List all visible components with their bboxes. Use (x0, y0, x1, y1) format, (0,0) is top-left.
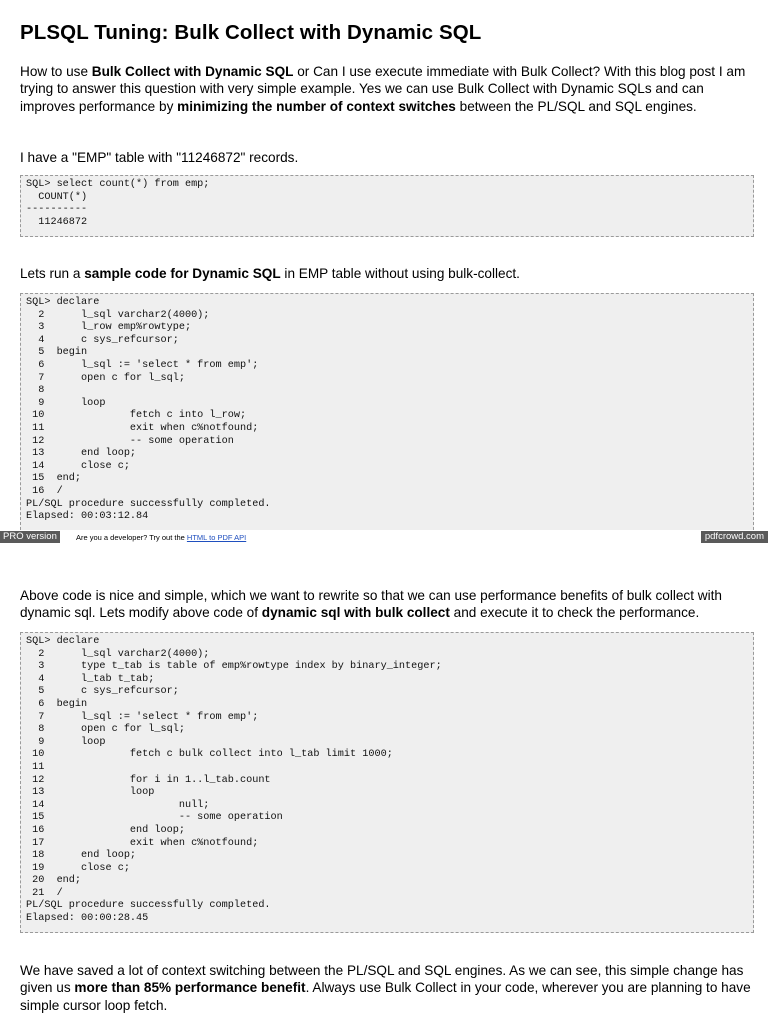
code-block-dynamic-sql: SQL> declare 2 l_sql varchar2(4000); 3 l_row emp%rowtype; 4 c sys_refcursor; 5 begin 6 l_sql := 'select * from emp'; 7 open c for l_sql; 8 9 loop 10 fetch c into l_row; 11 exit when c%notfound; 12 -- some operation 13 end loop; 14 close c; 15 end; 16 / PL/SQL procedure successfully completed. Elapsed: 00:03:12.84 (20, 293, 754, 530)
above-code-paragraph (20, 587, 754, 622)
page-title: PLSQL Tuning: Bulk Collect with Dynamic SQL (20, 21, 482, 44)
developer-note-text: Are you a developer? Try out the (76, 533, 187, 542)
intro-bold-2: minimizing the number of context switches (177, 98, 456, 114)
code-block-bulk-collect: SQL> declare 2 l_sql varchar2(4000); 3 type t_tab is table of emp%rowtype index by binary_integer; 4 l_tab t_tab; 5 c sys_refcursor; 6 begin 7 l_sql := 'select * from emp'; 8 open c for l_sql; 9 loop 10 fetch c bulk collect into l_tab limit 1000; 11 12 for i in 1..l_tab.count 13 loop 14 null; 15 -- some operation 16 end loop; 17 exit when c%notfound; 18 end loop; 19 close c; 20 end; 21 / PL/SQL procedure successfully completed. Elapsed: 00:00:28.45 (20, 632, 754, 933)
final-text-2: . Always use Bulk Collect in your code, wherever you are planning to have simple cursor loop fetch. (20, 980, 751, 1013)
developer-note (76, 532, 246, 543)
lets-text-1: Lets run a (20, 266, 85, 281)
intro-bold-1: Bulk Collect with Dynamic SQL (91, 64, 294, 79)
final-text-1: We have saved a lot of context switching between the PL/SQL and SQL engines. As we can see, this simple change has given us (20, 963, 744, 996)
lets-run-paragraph (20, 265, 754, 282)
intro-text-3: between the PL/SQL and SQL engines. (455, 98, 697, 114)
intro-text-2: or Can I use execute immediate with Bulk Collect? With this blog post I am trying to answer this question with very simple example. Yes we can use Bulk Collect with Dynamic SQLs and can improves performance by (20, 64, 746, 114)
html-to-pdf-api-link[interactable]: HTML to PDF API (186, 533, 247, 542)
above-text-1: Above code is nice and simple, which we want to rewrite so that we can use performance benefits of bulk collect with dynamic sql. Lets modify above code of (20, 588, 722, 621)
intro-paragraph (20, 63, 754, 115)
intro-text-1: How to use (20, 64, 92, 79)
lets-text-2: in EMP table without using bulk-collect. (280, 266, 520, 281)
above-bold-1: dynamic sql with bulk collect (261, 605, 450, 621)
pdf-footer-bar (0, 530, 768, 544)
above-text-2: and execute it to check the performance. (449, 605, 700, 621)
conclusion-paragraph (20, 962, 754, 1014)
lets-bold-1: sample code for Dynamic SQL (84, 266, 281, 281)
code-block-count: SQL> select count(*) from emp; COUNT(*) ---------- 11246872 (20, 175, 754, 237)
pro-version-badge[interactable]: PRO version (0, 531, 60, 543)
emp-paragraph: I have a "EMP" table with "11246872" records. (20, 150, 299, 165)
final-bold-1: more than 85% performance benefit (74, 980, 306, 996)
pdfcrowd-brand[interactable]: pdfcrowd.com (701, 531, 768, 543)
